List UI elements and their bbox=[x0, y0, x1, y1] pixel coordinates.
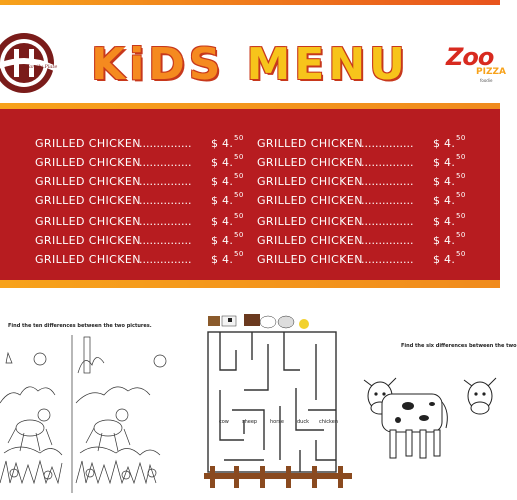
menu-item bbox=[257, 212, 472, 229]
menu-item-cents: 50 bbox=[456, 250, 466, 258]
menu-item bbox=[257, 231, 472, 248]
menu-item-name: GRILLED CHICKEN bbox=[35, 156, 141, 169]
cow-differences-heading: Find the six differences between the two bbox=[401, 343, 517, 349]
header bbox=[0, 5, 506, 103]
maze-fence bbox=[204, 466, 352, 488]
menu-item-leader: ............... bbox=[361, 137, 414, 150]
menu-item-name: GRILLED CHICKEN bbox=[35, 215, 141, 228]
menu-item bbox=[35, 250, 250, 267]
orange-band-bottom bbox=[0, 280, 500, 288]
menu-item-name: GRILLED CHICKEN bbox=[35, 175, 141, 188]
menu-item-currency: $ bbox=[433, 234, 441, 247]
page-title bbox=[0, 39, 500, 90]
menu-item-price: 4. bbox=[444, 215, 456, 228]
menu-item-cents: 50 bbox=[456, 231, 466, 239]
menu-item-name: GRILLED CHICKEN bbox=[35, 194, 141, 207]
menu-item-leader: ............... bbox=[139, 194, 192, 207]
menu-item-price: 4. bbox=[222, 137, 234, 150]
menu-item-cents: 50 bbox=[456, 153, 466, 161]
activities-section bbox=[0, 288, 517, 500]
menu-item bbox=[35, 153, 250, 170]
menu-item-cents: 50 bbox=[456, 191, 466, 199]
logo-right-text: Zoo bbox=[446, 43, 494, 71]
menu-item-cents: 50 bbox=[456, 134, 466, 142]
menu-item-name: GRILLED CHICKEN bbox=[35, 234, 141, 247]
animal-maze bbox=[204, 310, 352, 498]
menu-item-currency: $ bbox=[433, 156, 441, 169]
menu-item-price: 4. bbox=[444, 175, 456, 188]
menu-item-currency: $ bbox=[211, 156, 219, 169]
menu-item-price: 4. bbox=[444, 253, 456, 266]
menu-item bbox=[35, 172, 250, 189]
menu-item-cents: 50 bbox=[234, 191, 244, 199]
maze-label-chicken: chicken bbox=[319, 419, 339, 425]
menu-item-currency: $ bbox=[211, 215, 219, 228]
menu-item bbox=[35, 231, 250, 248]
menu-item-currency: $ bbox=[211, 175, 219, 188]
logo-left-text: Family Plate bbox=[26, 64, 58, 70]
menu-item-cents: 50 bbox=[456, 172, 466, 180]
menu-item-currency: $ bbox=[433, 175, 441, 188]
menu-item-price: 4. bbox=[222, 234, 234, 247]
logo-right-sub: PIZZA bbox=[476, 67, 506, 77]
menu-item-name: GRILLED CHICKEN bbox=[257, 194, 363, 207]
menu-item-price: 4. bbox=[444, 137, 456, 150]
spot-difference-pictures bbox=[0, 333, 200, 498]
menu-item-currency: $ bbox=[211, 194, 219, 207]
title-word-menu: MENU bbox=[246, 39, 409, 90]
menu-item-cents: 50 bbox=[456, 212, 466, 220]
menu-item-price: 4. bbox=[444, 194, 456, 207]
menu-item-currency: $ bbox=[433, 194, 441, 207]
maze-label-sheep: sheep bbox=[242, 419, 258, 425]
menu-item-name: GRILLED CHICKEN bbox=[257, 137, 363, 150]
menu-item-leader: ............... bbox=[139, 175, 192, 188]
menu-item-name: GRILLED CHICKEN bbox=[257, 234, 363, 247]
menu-item-leader: ............... bbox=[139, 253, 192, 266]
menu-item-name: GRILLED CHICKEN bbox=[35, 253, 141, 266]
logo-right-tag: foodie bbox=[480, 78, 493, 83]
menu-item-leader: ............... bbox=[139, 215, 192, 228]
maze-label-duck: duck bbox=[297, 419, 309, 425]
menu-item bbox=[257, 172, 472, 189]
menu-item-name: GRILLED CHICKEN bbox=[35, 137, 141, 150]
maze-label-cow: cow bbox=[219, 419, 229, 425]
menu-item-currency: $ bbox=[211, 234, 219, 247]
menu-item bbox=[35, 191, 250, 208]
menu-item bbox=[35, 134, 250, 151]
menu-item-currency: $ bbox=[433, 215, 441, 228]
menu-item-cents: 50 bbox=[234, 172, 244, 180]
menu-item-price: 4. bbox=[222, 175, 234, 188]
menu-item-price: 4. bbox=[222, 253, 234, 266]
menu-item-leader: ............... bbox=[361, 175, 414, 188]
menu-item-price: 4. bbox=[444, 234, 456, 247]
menu-item-cents: 50 bbox=[234, 231, 244, 239]
menu-item-price: 4. bbox=[222, 194, 234, 207]
cow-difference-pictures bbox=[362, 372, 500, 482]
maze-paths bbox=[208, 332, 339, 472]
menu-item-name: GRILLED CHICKEN bbox=[257, 215, 363, 228]
title-word-kids: KiDS bbox=[91, 39, 225, 90]
menu-item-leader: ............... bbox=[361, 234, 414, 247]
menu-item-name: GRILLED CHICKEN bbox=[257, 253, 363, 266]
menu-item-name: GRILLED CHICKEN bbox=[257, 175, 363, 188]
menu-item-currency: $ bbox=[211, 253, 219, 266]
menu-item-leader: ............... bbox=[139, 234, 192, 247]
menu-item-currency: $ bbox=[433, 137, 441, 150]
menu-item bbox=[257, 250, 472, 267]
menu-item-cents: 50 bbox=[234, 250, 244, 258]
menu-item-cents: 50 bbox=[234, 134, 244, 142]
menu-item-cents: 50 bbox=[234, 153, 244, 161]
menu-item-name: GRILLED CHICKEN bbox=[257, 156, 363, 169]
menu-item-price: 4. bbox=[444, 156, 456, 169]
menu-item-leader: ............... bbox=[139, 156, 192, 169]
menu-item-cents: 50 bbox=[234, 212, 244, 220]
maze-animals bbox=[208, 314, 309, 329]
menu-item-leader: ............... bbox=[139, 137, 192, 150]
menu-item-currency: $ bbox=[211, 137, 219, 150]
menu-item-price: 4. bbox=[222, 215, 234, 228]
maze-label-horse: horse bbox=[270, 419, 284, 425]
menu-item-currency: $ bbox=[433, 253, 441, 266]
menu-item-leader: ............... bbox=[361, 215, 414, 228]
zoo-pizza-logo bbox=[446, 43, 506, 83]
menu-item-price: 4. bbox=[222, 156, 234, 169]
menu-item-leader: ............... bbox=[361, 156, 414, 169]
menu-item bbox=[257, 134, 472, 151]
menu-item bbox=[35, 212, 250, 229]
differences-heading: Find the ten differences between the two pictures. bbox=[8, 323, 152, 329]
menu-item bbox=[257, 153, 472, 170]
menu-item bbox=[257, 191, 472, 208]
menu-item-leader: ............... bbox=[361, 194, 414, 207]
menu-item-leader: ............... bbox=[361, 253, 414, 266]
